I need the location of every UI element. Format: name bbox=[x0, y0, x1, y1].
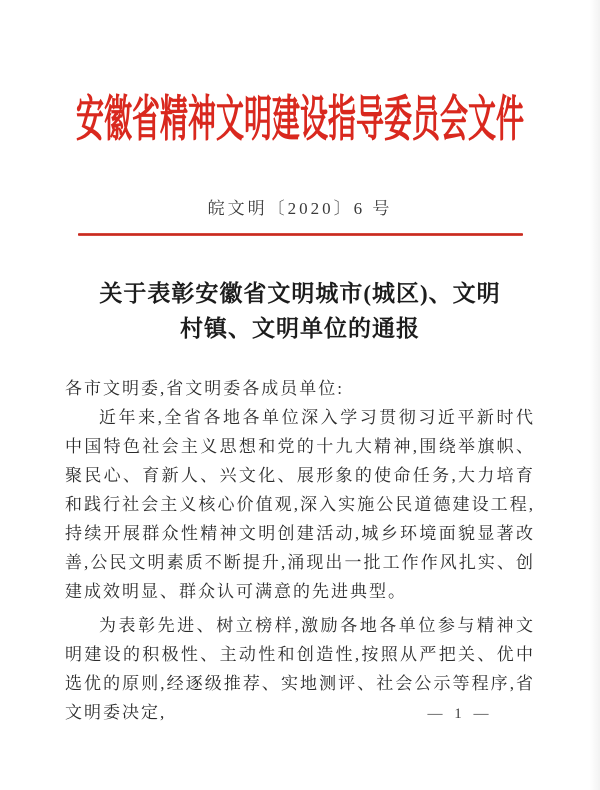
document-title-line1: 关于表彰安徽省文明城市(城区)、文明 bbox=[99, 281, 501, 306]
document-number: 皖文明〔2020〕6 号 bbox=[207, 199, 393, 218]
document-body bbox=[65, 374, 535, 727]
red-divider-line bbox=[78, 233, 523, 236]
body-paragraph-2: 为表彰先进、树立榜样,激励各地各单位参与精神文明建设的积极性、主动性和创造性,按照从严把关、优中选优的原则,经逐级推荐、实地测评、社会公示等程序,省文明委决定, bbox=[65, 616, 535, 722]
letterhead-title: 安徽省精神文明建设指导委员会文件 bbox=[75, 93, 524, 148]
letterhead bbox=[0, 93, 600, 148]
document-title-line2: 村镇、文明单位的通报 bbox=[180, 316, 420, 341]
document-title bbox=[0, 276, 600, 346]
salutation: 各市文明委,省文明委各成员单位: bbox=[65, 379, 344, 398]
body-paragraph-1: 近年来,全省各地各单位深入学习贯彻习近平新时代中国特色社会主义思想和党的十九大精神,围绕举旗帜、聚民心、育新人、兴文化、展形象的使命任务,大力培育和践行社会主义核心价值观,深入实施公民道德建设工程,持续开展群众性精神文明创建活动,城乡环境面貌显著改善,公民文明素质不断提升,涌现出一批工作作风扎实、创建成效明显、群众认可满意的先进典型。 bbox=[65, 408, 535, 601]
page-number: — 1 — bbox=[427, 706, 493, 722]
